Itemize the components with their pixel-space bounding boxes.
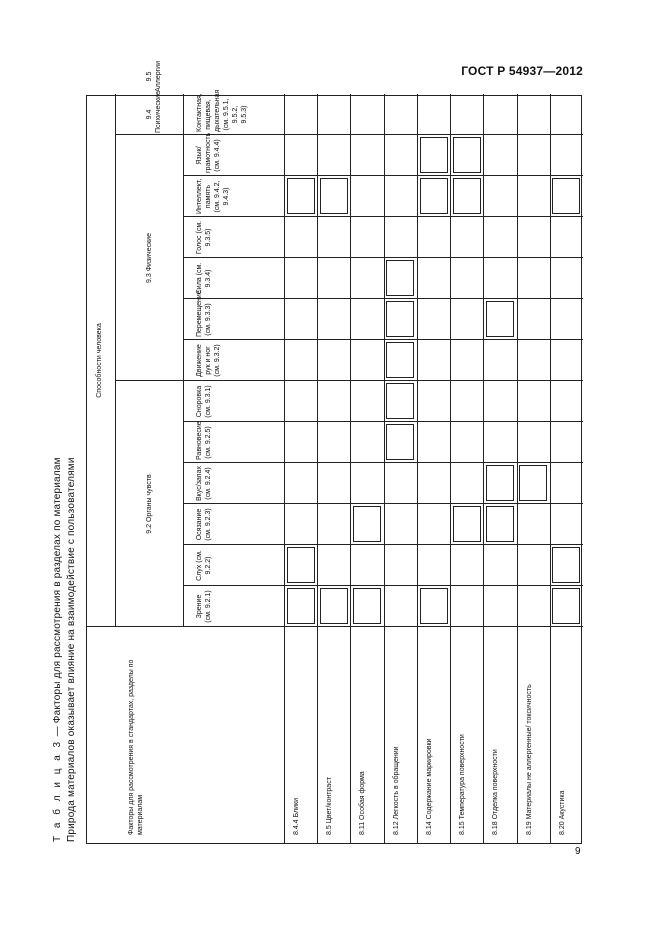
- column-header: Контактная, пищевая, дыхательная (см. 9.5.1, 9.5.2, 9.5.3): [196, 89, 248, 132]
- row-rule: [517, 94, 518, 843]
- row-header-label: Факторы для рассмотрения в стандартах, разделы по материалам: [128, 659, 144, 835]
- column-rule: [115, 380, 583, 381]
- column-header: Равновесие (см. 9.2.5): [196, 421, 212, 460]
- row-rule: [550, 94, 551, 843]
- mark-box: [453, 179, 481, 215]
- row-label: 8.11 Особая форма: [359, 771, 367, 835]
- column-header: Голос (см. 9.3.5): [196, 220, 212, 255]
- column-header: Язык/грамотность (см. 9.4.4): [196, 132, 221, 173]
- mark-box: [420, 589, 448, 625]
- column-header: Сноровка (см. 9.3.1): [196, 385, 212, 418]
- mark-box: [386, 261, 414, 297]
- group-header: 9.2 Органы чувств: [146, 474, 153, 534]
- row-label: 8.5 Цвет/контраст: [326, 777, 334, 835]
- column-header: Вкус/запах (см. 9.2.4): [196, 466, 212, 501]
- column-rule: [115, 134, 583, 135]
- header-rule-groups: [183, 94, 184, 627]
- row-rule: [483, 94, 484, 843]
- column-header: Осязание (см. 9.2.3): [196, 508, 212, 541]
- mark-box: [552, 179, 580, 215]
- mark-box: [486, 507, 514, 543]
- row-label: 8.4.4 Блики: [293, 798, 300, 835]
- column-header: Сила (см. 9.3.4): [196, 262, 212, 295]
- row-label: 8.14 Содержание маркировки: [425, 738, 433, 835]
- row-rule: [417, 94, 418, 843]
- mark-box: [453, 138, 481, 174]
- mark-box: [287, 548, 315, 584]
- mark-box: [420, 138, 448, 174]
- header-rule-top: [115, 94, 116, 627]
- column-header: Интеллект, память (см. 9.4.2, 9.4.3): [196, 178, 230, 214]
- mark-box: [552, 548, 580, 584]
- group-header: 9.3 Физические: [146, 233, 153, 283]
- row-rule: [317, 94, 318, 843]
- top-header: Способности человека: [96, 323, 103, 398]
- row-rule: [450, 94, 451, 843]
- mark-box: [320, 179, 348, 215]
- table-caption-prefix: Т а б л и ц а 3: [52, 739, 63, 842]
- page-number: 9: [575, 846, 581, 857]
- table-caption-title: — Факторы для рассмотрения в разделах по материалам: [52, 457, 63, 737]
- mark-box: [386, 302, 414, 338]
- mark-box: [386, 425, 414, 461]
- row-label: 8.19 Материалы не аллергенные/ токсичность: [525, 684, 533, 835]
- mark-box: [519, 466, 547, 502]
- mark-box: [420, 179, 448, 215]
- label-column-rule: [87, 626, 583, 627]
- row-label: 8.15 Температура поверхности: [459, 734, 467, 835]
- column-header: Перемещение (см. 9.3.3): [196, 290, 212, 337]
- group-header: 9.5 Аллергии: [146, 61, 162, 92]
- mark-box: [486, 466, 514, 502]
- mark-box: [386, 343, 414, 379]
- row-label: 8.18 Отделка поверхности: [492, 749, 500, 835]
- mark-box: [453, 507, 481, 543]
- mark-box: [386, 384, 414, 420]
- row-rule: [350, 94, 351, 843]
- table-caption: [52, 457, 63, 842]
- header-rule-bottom: [284, 94, 285, 843]
- row-rule: [384, 94, 385, 843]
- mark-box: [486, 302, 514, 338]
- mark-box: [320, 589, 348, 625]
- mark-box: [552, 589, 580, 625]
- mark-box: [353, 589, 381, 625]
- row-label: 8.20 Акустика: [558, 790, 566, 835]
- table-note: Природа материалов оказывает влияние на взаимодействие с пользователями: [66, 457, 77, 842]
- mark-box: [287, 179, 315, 215]
- column-header: Слух (см. 9.2.2): [196, 550, 212, 581]
- mark-box: [353, 507, 381, 543]
- group-header: 9.4 Психические: [146, 91, 162, 133]
- mark-box: [287, 589, 315, 625]
- standard-id: ГОСТ Р 54937—2012: [461, 64, 583, 78]
- row-label: 8.12 Легкость в обращении: [392, 746, 400, 835]
- column-header: Зрение (см. 9.2.1): [196, 590, 212, 623]
- column-header: Движение рук и ног (см. 9.3.2): [196, 344, 221, 377]
